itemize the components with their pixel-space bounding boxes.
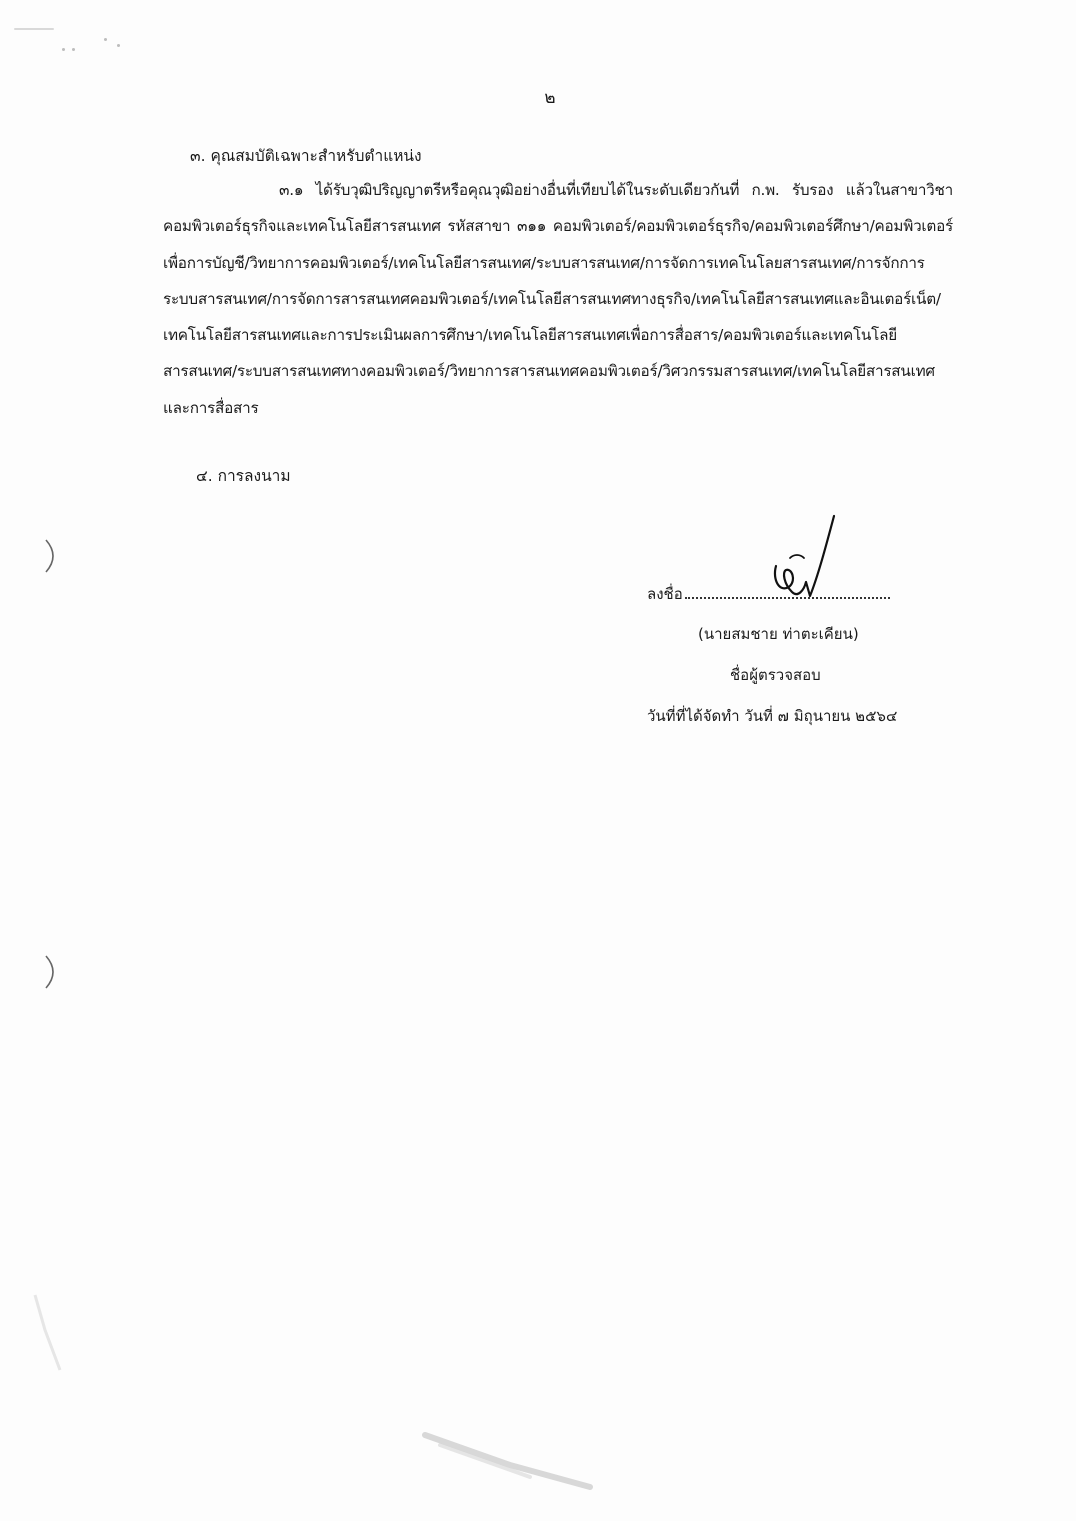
signature-date: วันที่ที่ได้จัดทำ วันที่ ๗ มิถุนายน ๒๕๖๔ bbox=[647, 707, 898, 725]
signature-label: ลงชื่อ bbox=[647, 585, 683, 603]
scan-speck bbox=[62, 48, 65, 51]
signer-role: ชื่อผู้ตรวจสอบ bbox=[730, 666, 821, 684]
scan-smudge bbox=[420, 1425, 600, 1495]
handwritten-signature bbox=[770, 506, 850, 601]
section-4-heading: ๔. การลงนาม bbox=[196, 467, 291, 485]
scan-smudge bbox=[30, 1290, 90, 1390]
punch-hole-mark bbox=[42, 536, 62, 576]
scan-speck bbox=[72, 48, 75, 51]
signer-name: (นายสมชาย ท่าตะเคียน) bbox=[698, 625, 859, 643]
signature-line bbox=[647, 582, 890, 606]
section-3-heading: ๓. คุณสมบัติเฉพาะสำหรับตำแหน่ง bbox=[190, 147, 422, 165]
scan-speck bbox=[14, 28, 54, 30]
section-3-1-paragraph: ๓.๑ ได้รับวุฒิปริญญาตรีหรือคุณวุฒิอย่างอื่นที่เทียบได้ในระดับเดียวกันที่ ก.พ. รับรอง แล้วในสาขาวิชาคอมพิวเตอร์ธุรกิจและเทคโนโลยีสารสนเทศ รหัสสาขา ๓๑๑ คอมพิวเตอร์/คอมพิวเตอร์ธุรกิจ/คอมพิวเตอร์ศึกษา/คอมพิวเตอร์เพื่อการบัญชี/วิทยาการคอมพิวเตอร์/เทคโนโลยีสารสนเทศ/ระบบสารสนเทศ/การจัดการเทคโนโลยสารสนเทศ/การจักการระบบสารสนเทศ/การจัดการสารสนเทศคอมพิวเตอร์/เทคโนโลยีสารสนเทศทางธุรกิจ/เทคโนโลยีสารสนเทศและอินเตอร์เน็ต/เทคโนโลยีสารสนเทศและการประเมินผลการศึกษา/เทคโนโลยีสารสนเทศเพื่อการสื่อสาร/คอมพิวเตอร์และเทคโนโลยีสารสนเทศ/ระบบสารสนเทศทางคอมพิวเตอร์/วิทยาการสารสนเทศคอมพิวเตอร์/วิศวกรรมสารสนเทศ/เทคโนโลยีสารสนเทศและการสื่อสาร bbox=[163, 181, 953, 417]
scan-speck bbox=[117, 44, 120, 47]
scan-speck bbox=[104, 38, 107, 41]
signature-block bbox=[600, 500, 960, 740]
punch-hole-mark bbox=[42, 952, 62, 992]
page-number: ๒ bbox=[544, 88, 556, 108]
